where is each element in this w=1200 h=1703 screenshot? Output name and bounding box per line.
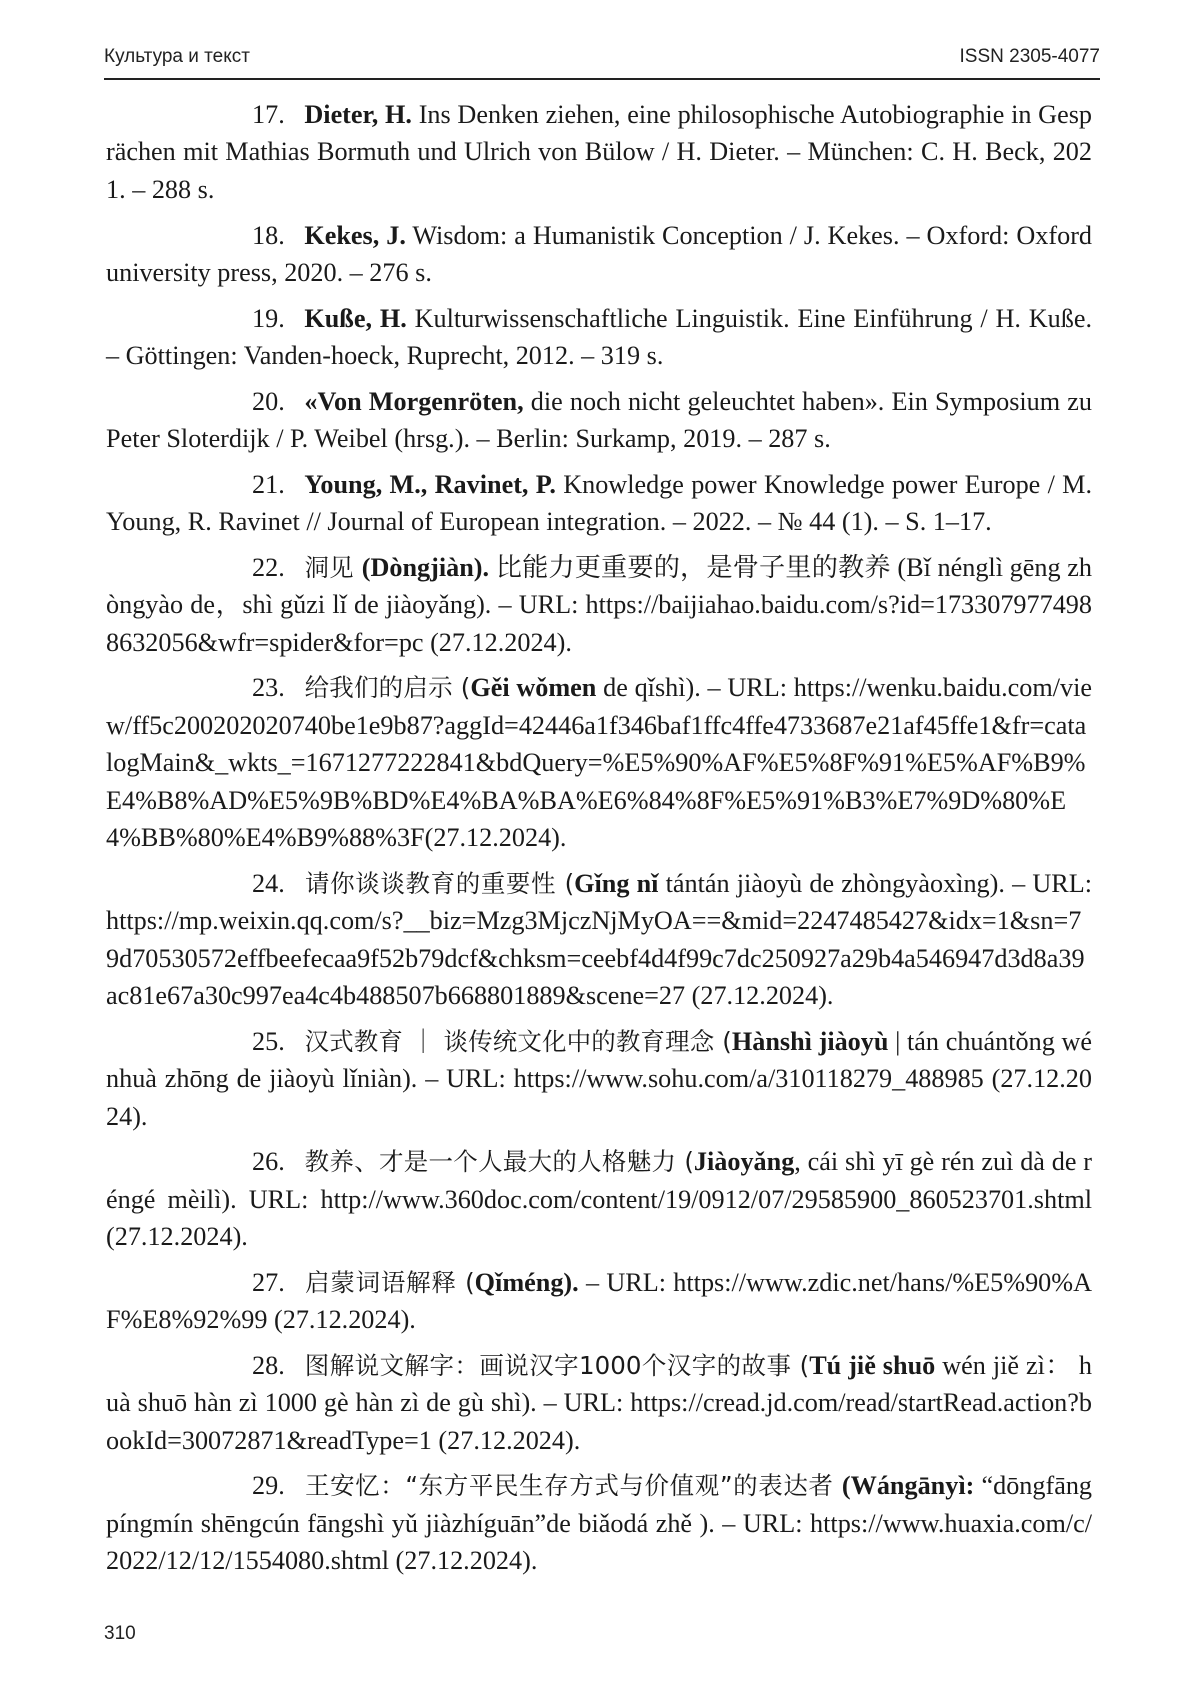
- reference-chinese-title: 请你谈谈教育的重要性 (: [304, 868, 575, 898]
- reference-authors: Hànshì jiàoyù: [731, 1026, 889, 1056]
- reference-chinese-title: 王安忆：“东方平民生存方式与价值观”的表达者: [304, 1471, 842, 1501]
- reference-text: – URL: https://www.zdic.net/hans/%E5%90%AF%E8%92%99 (27.12.2024).: [106, 1267, 1092, 1335]
- reference-number: 24.: [252, 868, 285, 898]
- reference-authors: Dieter, H.: [304, 100, 412, 129]
- issn-label: ISSN 2305-4077: [959, 46, 1100, 67]
- reference-number: 25.: [252, 1026, 285, 1056]
- reference-item: [106, 1143, 1092, 1255]
- reference-item: [106, 1467, 1092, 1579]
- reference-chinese-title: 汉式教育 ｜ 谈传统文化中的教育理念 (: [304, 1026, 732, 1056]
- reference-text: Kulturwissenschaftliche Linguistik. Eine Einführung / H. Kuße. – Göttingen: Vanden-hoeck, Ruprecht, 2012. – 319 s.: [106, 303, 1093, 371]
- reference-text: Ins Denken ziehen, eine philosophische Autobiographie in Gesprächen mit Mathias Bormuth und Ulrich von Bülow / H. Dieter. – München: C. H. Beck, 2021. – 288 s.: [106, 100, 1092, 204]
- reference-authors: Tú jiě shuō: [809, 1350, 936, 1380]
- reference-text: | tán chuántǒng wénhuà zhōng de jiàoyù lǐniàn). – URL: https://www.sohu.com/a/310118279_488985 (27.12.2024).: [106, 1026, 1092, 1131]
- reference-list: [106, 96, 1092, 1588]
- reference-text: Knowledge power Knowledge power Europe / M. Young, R. Ravinet // Journal of European integration. – 2022. – № 44 (1). – S. 1–17.: [106, 469, 1092, 537]
- reference-number: 21.: [252, 469, 285, 499]
- reference-authors: Young, M., Ravinet, P.: [304, 469, 556, 499]
- reference-chinese-title: 教养、才是一个人最大的人格魅力 (: [304, 1147, 694, 1177]
- reference-number: 29.: [252, 1471, 285, 1501]
- reference-text: “dōngfāng píngmín shēngcún fāngshì yǔ jiàzhíguān”de biǎodá zhě ). – URL: https://www.huaxia.com/c/2022/12/12/1554080.shtml (27.12.2024).: [106, 1471, 1093, 1576]
- reference-authors: Jiàoyǎng: [693, 1147, 795, 1177]
- reference-chinese-title: 洞见: [304, 552, 362, 582]
- reference-item: [106, 865, 1092, 1015]
- reference-number: 28.: [252, 1350, 285, 1380]
- reference-item: [106, 300, 1092, 375]
- reference-chinese-title: 给我们的启示 (: [304, 673, 471, 703]
- reference-number: 18.: [252, 220, 285, 250]
- reference-authors: «Von Morgenröten,: [304, 386, 524, 416]
- reference-chinese-title: 启蒙词语解释 (: [304, 1267, 475, 1297]
- reference-text: wén jiě zì： huà shuō hàn zì 1000 gè hàn zì de gù shì). – URL: https://cread.jd.com/read/startRead.action?bookId=30072871&readType=1 (27.12.2024).: [106, 1350, 1092, 1455]
- reference-number: 17.: [252, 100, 285, 129]
- header-rule: [104, 78, 1100, 80]
- reference-number: 20.: [252, 386, 285, 416]
- reference-text: 比能力更重要的，是骨子里的教养 (Bǐ nénglì gēng zhòngyào de，shì gǔzi lǐ de jiàoyǎng). – URL: https://baijiahao.baidu.com/s?id=1733079774988632056&wfr=spider&for=pc (27.12.2024).: [106, 552, 1092, 657]
- reference-item: [106, 96, 1092, 208]
- reference-item: [106, 466, 1092, 541]
- reference-authors: Gǐng nǐ: [574, 868, 659, 898]
- reference-authors: Qǐméng).: [474, 1267, 579, 1297]
- reference-item: [106, 669, 1092, 856]
- running-header: [104, 42, 1100, 72]
- reference-chinese-title: 图解说文解字：画说汉字1000个汉字的故事 (: [304, 1350, 810, 1380]
- reference-number: 23.: [252, 673, 285, 703]
- reference-item: [106, 217, 1092, 292]
- journal-title: Культура и текст: [104, 46, 250, 67]
- reference-number: 19.: [252, 303, 285, 333]
- reference-text: , cái shì yī gè rén zuì dà de réngé mèilì). URL: http://www.360doc.com/content/19/0912/07/29585900_860523701.shtml (27.12.2024).: [106, 1147, 1092, 1252]
- reference-authors: (Dòngjiàn).: [361, 552, 490, 582]
- reference-text: de qǐshì). – URL: https://wenku.baidu.com/view/ff5c200202020740be1e9b87?aggId=42446a1f346baf1ffc4ffe4733687e21af45ffe1&fr=catalogMain&_wkts_=1671277222841&bdQuery=%E5%90%AF%E5%8F%91%E5%AF%B9%E4%B8%AD%E5%9B%BD%E4%BA%BA%E6%84%8F%E5%91%B3%E7%9D%80%E4%BB%80%E4%B9%88%3F(27.12.2024).: [106, 673, 1092, 853]
- reference-text: die noch nicht geleuchtet haben». Ein Symposium zu Peter Sloterdijk / P. Weibel (hrsg.). – Berlin: Surkamp, 2019. – 287 s.: [106, 386, 1092, 454]
- reference-item: [106, 549, 1092, 661]
- reference-authors: Kekes, J.: [304, 220, 406, 250]
- reference-item: [106, 1023, 1092, 1135]
- reference-text: tántán jiàoyù de zhòngyàoxìng). – URL: https://mp.weixin.qq.com/s?__biz=Mzg3MjczNjMyOA==&mid=2247485427&idx=1&sn=79d70530572effbeefecaa9f52b79dcf&chksm=ceebf4d4f99c7dc250927a29b4a546947d3d8a39ac81e67a30c997ea4c4b488507b668801889&scene=27 (27.12.2024).: [106, 868, 1092, 1011]
- reference-item: [106, 383, 1092, 458]
- reference-authors: Kuße, H.: [304, 303, 407, 333]
- reference-text: Wisdom: a Humanistik Conception / J. Kekes. – Oxford: Oxford university press, 2020. – 276 s.: [106, 220, 1093, 287]
- reference-item: [106, 1264, 1092, 1339]
- reference-authors: (Wángānyì:: [841, 1471, 975, 1501]
- reference-number: 26.: [252, 1147, 285, 1177]
- reference-authors: Gěi wǒmen: [470, 673, 597, 703]
- reference-number: 27.: [252, 1267, 285, 1297]
- page-number: 310: [104, 1623, 136, 1644]
- reference-number: 22.: [252, 552, 285, 582]
- reference-item: [106, 1347, 1092, 1459]
